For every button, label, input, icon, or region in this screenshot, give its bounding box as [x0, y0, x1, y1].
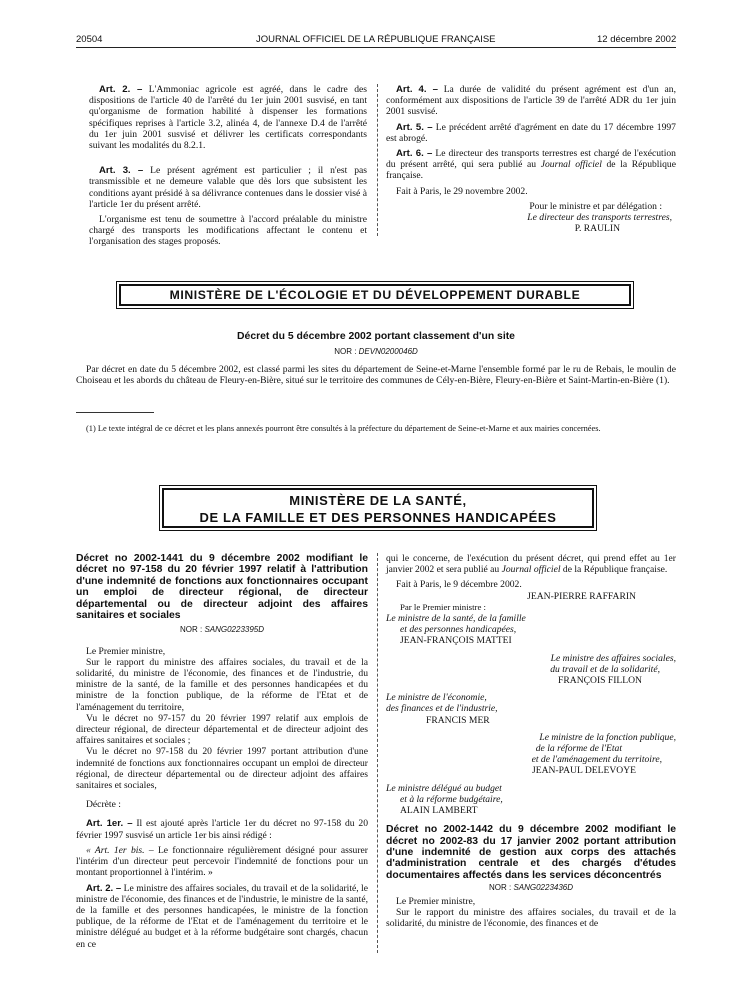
decree-1442-rapport: Sur le rapport du ministre des affaires sociales, du travail et de la solidarité, du ministre de l'économie, des finances et de [386, 906, 676, 929]
decree-1441-title: Décret no 2002-1441 du 9 décembre 2002 modifiant le décret no 97-158 du 20 février 1997 relatif à l'attribution d'une indemnité de fonctions aux fonctionnaires occupant un emploi de directeur régional, de directeur départemental ou de directeur adjoint des affaires sanitaires et sociales [76, 553, 368, 622]
signature-fonction-publique: Le ministre de la fonction publique, de la réforme de l'Etat et de l'aménagement du territoire, JEAN-PAUL DELEVOYE [531, 731, 676, 777]
decree-1442-nor: NOR : SANG0223436D [488, 883, 574, 893]
par-premier-ministre: Par le Premier ministre : [400, 601, 486, 612]
article-1-bis-quote: « Art. 1er bis. – Le fonctionnaire régulièrement désigné pour assurer l'intérim d'un directeur peut percevoir l'indemnité de fonctions pour un montant proportionnel à l'intérim. » [76, 844, 368, 879]
ministry-sante-header: MINISTÈRE DE LA SANTÉ, DE LA FAMILLE ET DES PERSONNES HANDICAPÉES [162, 488, 594, 528]
article-3: Art. 3. – Le présent agrément est particulier ; il n'est pas transmissible et ne demeure valable que dès lors que subsistent les conditions ayant présidé à sa délivrance contenues dans le dossier visé à l'article 1er du présent arrêté. [89, 165, 367, 210]
article-6: Art. 6. – Le directeur des transports terrestres est chargé de l'exécution du présent arrêté, qui sera publié au Journal officiel de la République française. [386, 148, 676, 182]
decree-1441-article-2: Art. 2. – Le ministre des affaires sociales, du travail et de la solidarité, le ministre de l'économie, des finances et de l'industrie, le ministre de la santé, de la famille et des personnes handicapées, le ministre de la fonction publique, de la réforme de l'Etat et de l'aménagement du territoire et le ministre délégué au budget et à la réforme budgétaire sont chargés, chacun en ce [76, 882, 368, 950]
signature-date: Fait à Paris, le 29 novembre 2002. [396, 185, 528, 197]
article-4: Art. 4. – La durée de validité du présent agrément est d'un an, conformément aux dispositions de l'article 39 de l'arrêté ADR du 1er juin 2001 susvisé. [386, 84, 676, 118]
footnote-rule [76, 412, 154, 413]
issue-date: 12 décembre 2002 [597, 34, 677, 45]
decree-1441-continuation [386, 553, 676, 933]
top-left-column [89, 84, 367, 252]
decree-1442-title: Décret no 2002-1442 du 9 décembre 2002 modifiant le décret no 2002-83 du 17 janvier 2002 portant attribution d'une indemnité de gestion aux corps des attachés d'administration centrale et des chargés d'études documentaires affectés dans les services déconcentrés [386, 824, 676, 881]
execution-paragraph: qui le concerne, de l'exécution du présent décret, qui prend effet au 1er janvier 2002 et sera publié au Journal officiel de la République française. [386, 553, 676, 576]
signature-block [386, 201, 676, 235]
signature-affaires-sociales: Le ministre des affaires sociales, du travail et de la solidarité, FRANÇOIS FILLON [550, 652, 676, 687]
delegation-line: Pour le ministre et par délégation : [529, 200, 662, 212]
signature-sante: Le ministre de la santé, de la famille et des personnes handicapées, JEAN-FRANÇOIS MATTEI [386, 613, 526, 647]
top-right-column [386, 84, 676, 234]
decree-1441-nor: NOR : SANG0223395D [179, 625, 265, 635]
decree-site-title: Décret du 5 décembre 2002 portant classement d'un site [237, 331, 515, 342]
column-separator-top [377, 84, 378, 236]
decree-site-footnote: (1) Le texte intégral de ce décret et les plans annexés pourront être consultés à la préfecture du département de Seine-et-Marne et aux mairies concernées. [86, 424, 601, 433]
pm-signature: JEAN-PIERRE RAFFARIN [527, 590, 636, 602]
column-separator-bottom [377, 553, 378, 953]
page-number: 20504 [76, 34, 103, 45]
decree-1441-article-1: Art. 1er. – Il est ajouté après l'article 1er du décret no 97-158 du 20 février 1997 susvisé un article 1er bis ainsi rédigé : [76, 818, 368, 841]
signature-economie: Le ministre de l'économie, des finances et de l'industrie, FRANCIS MER [386, 692, 498, 726]
rapport-paragraph: Sur le rapport du ministre des affaires sociales, du travail et de la solidarité, du ministre de l'économie, des finances et de l'industrie, du ministre de la santé, de la famille et des personnes handicapées et du ministre de la fonction publique, de la réforme de l'Etat et de l'aménagement du territoire, [76, 656, 368, 713]
decree-1441-date: Fait à Paris, le 9 décembre 2002. [396, 579, 522, 591]
decrete: Décrète : [86, 799, 121, 811]
ministry-ecologie-header: MINISTÈRE DE L'ÉCOLOGIE ET DU DÉVELOPPEMENT DURABLE [119, 284, 631, 306]
article-5: Art. 5. – Le précédent arrêté d'agrément en date du 17 décembre 1997 est abrogé. [386, 121, 676, 144]
header-rule [76, 47, 676, 48]
decree-site-body: Par décret en date du 5 décembre 2002, est classé parmi les sites du département de Seine-et-Marne l'ensemble formé par le ru de Rebais, le moulin de Choiseau et les abords du château de Fleury-en-Bière, situé sur le territoire des communes de Cély-en-Bière, Fleury-en-Bière et Saint-Martin-en-Bière (1). [76, 364, 676, 387]
article-2: Art. 2. – L'Ammoniac agricole est agréé, dans le cadre des dispositions de l'article 40 de l'arrêté du 1er juin 2001 susvisé, en tant qu'organisme de formation habilité à dispenser les formations spécifiques reprises à l'article 3.2, alinéa 4, de l'annexe D.4 de l'arrêté du 1er juin 2001 susvisé et délivrer les certificats correspondants suivant les modalités du 8.2.1. [89, 84, 367, 152]
decree-site-nor: NOR : DEVN0200046D [334, 347, 418, 356]
premier-ministre: Le Premier ministre, [86, 645, 166, 657]
organisme-paragraph: L'organisme est tenu de soumettre à l'accord préalable du ministre chargé des transports les modifications affectant le contenu et l'organisation des stages proposés. [89, 214, 367, 248]
vu-decret-157: Vu le décret no 97-157 du 20 février 1997 relatif aux emplois de directeur régional, de directeur départemental et de directeur adjoint des affaires sanitaires et sociales ; [76, 712, 368, 747]
signature-budget: Le ministre délégué au budget et à la réforme budgétaire, ALAIN LAMBERT [386, 782, 503, 817]
decree-1441-column [76, 553, 368, 954]
signatory-name: P. RAULIN [574, 223, 620, 235]
vu-decret-158: Vu le décret no 97-158 du 20 février 1997 portant attribution d'une indemnité de fonctions aux fonctionnaires occupant un emploi de directeur régional, de directeur départemental ou de directeur adjoint des affaires sanitaires et sociales, [76, 746, 368, 792]
decree-1442-premier-ministre: Le Premier ministre, [396, 895, 476, 907]
journal-title: JOURNAL OFFICIEL DE LA RÉPUBLIQUE FRANÇAISE [256, 34, 496, 45]
signatory-role: Le directeur des transports terrestres, [527, 212, 672, 224]
